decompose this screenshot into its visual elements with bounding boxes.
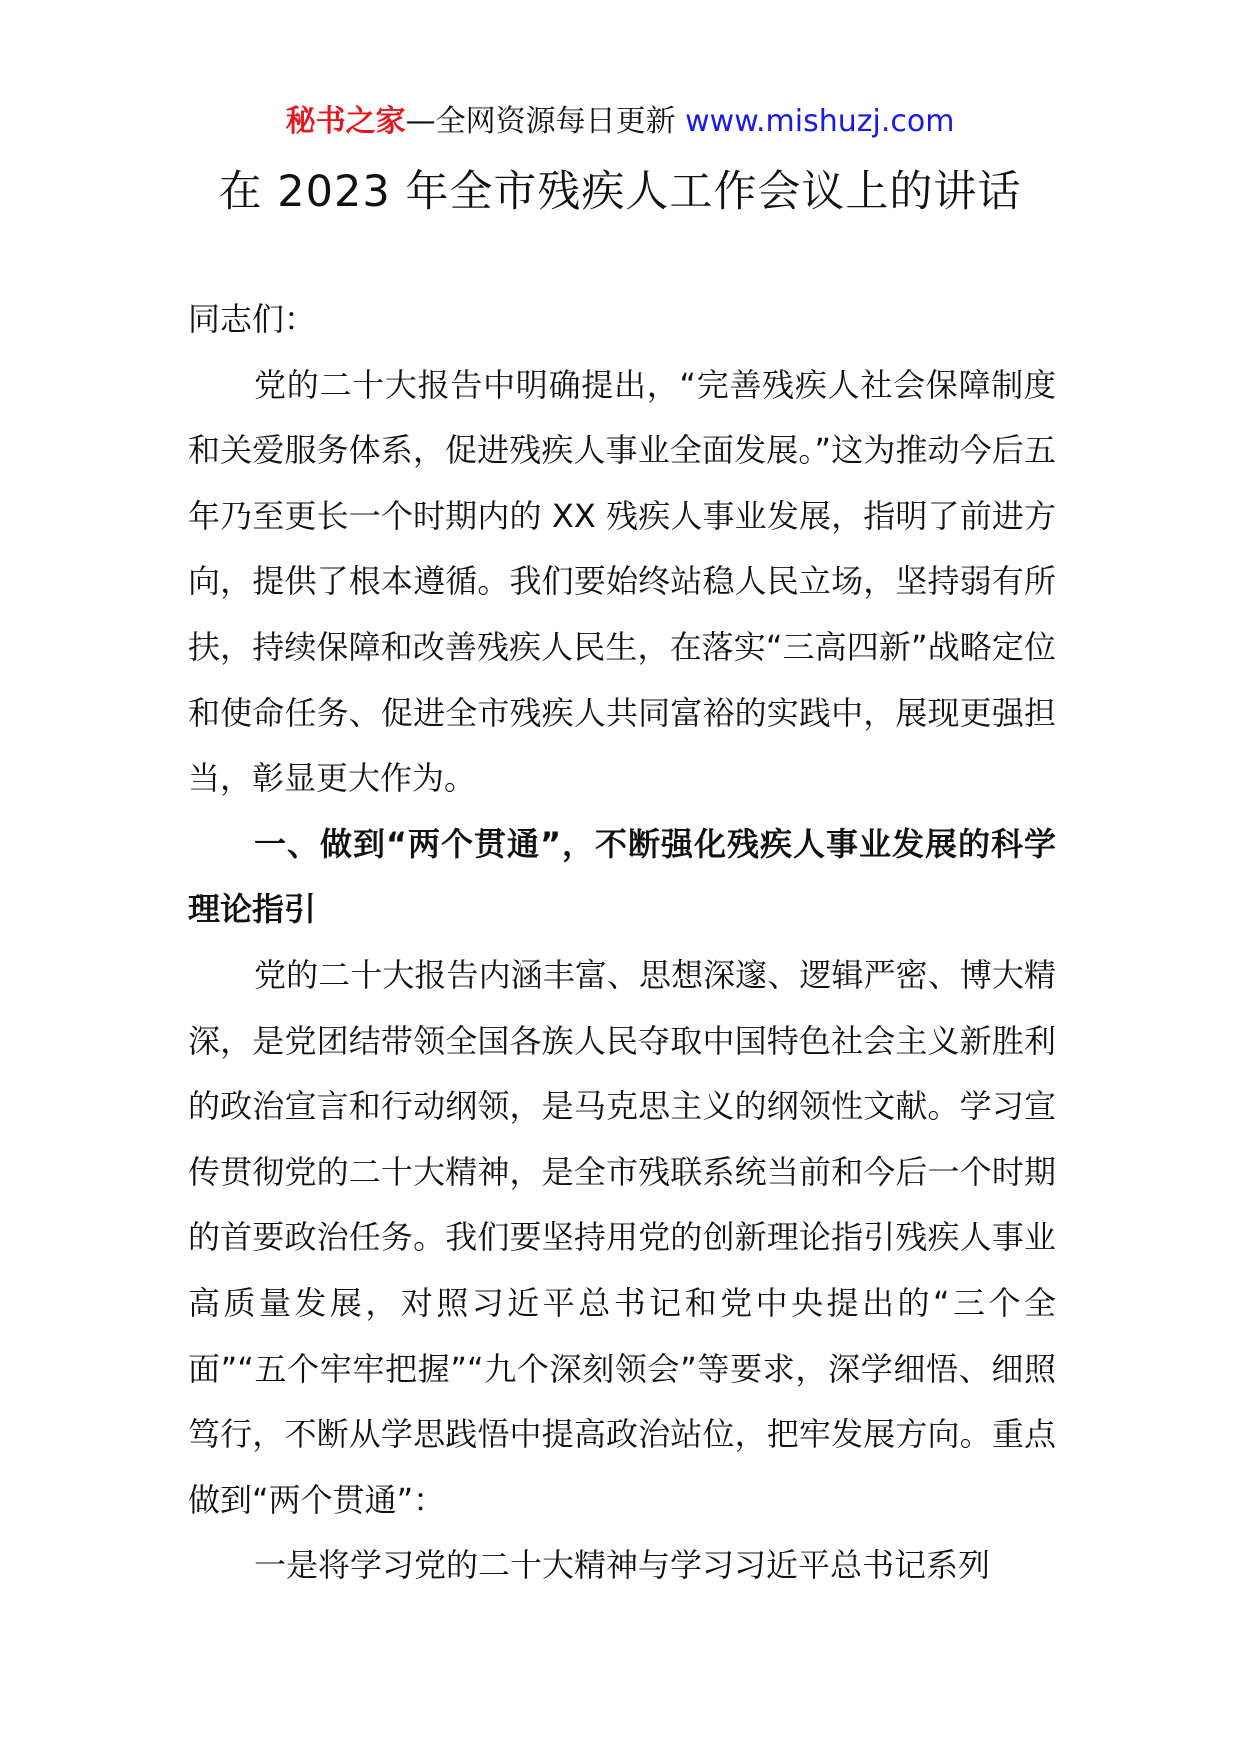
paragraph-intro: 党的二十大报告中明确提出，“完善残疾人社会保障制度和关爱服务体系，促进残疾人事业全面发展。”这为推动今后五年乃至更长一个时期内的 XX 残疾人事业发展，指明了前进方向，提供了根本遵循。我们要始终站稳人民立场，坚持弱有所扶，持续保障和改善残疾人民生，在落实“三高四新”战略定位和使命任务、促进全市残疾人共同富裕的实践中，展现更强担当，彰显更大作为。 — [188, 365, 1056, 798]
document-body — [188, 287, 1056, 1599]
watermark-header — [0, 100, 1240, 144]
paragraph-section-1: 党的二十大报告内涵丰富、思想深邃、逻辑严密、博大精深，是党团结带领全国各族人民夺取中国特色社会主义新胜利的政治宣言和行动纲领，是马克思主义的纲领性文献。学习宣传贯彻党的二十大精神，是全市残联系统当前和今后一个时期的首要政治任务。我们要坚持用党的创新理论指引残疾人事业高质量发展，对照习近平总书记和党中央提出的“三个全面”“五个牢牢把握”“九个深刻领会”等要求，深学细悟、细照笃行，不断从学思践悟中提高政治站位，把牢发展方向。重点做到“两个贯通”： — [188, 955, 1056, 1519]
header-tagline: —全网资源每日更新 — [405, 104, 686, 139]
paragraph-point-1: 一是将学习党的二十大精神与学习习近平总书记系列 — [254, 1546, 991, 1585]
document-title: 在 2023 年全市残疾人工作会议上的讲话 — [218, 167, 1022, 217]
brand-name: 秘书之家 — [285, 104, 406, 139]
section-heading-1: 一、做到“两个贯通”，不断强化残疾人事业发展的科学理论指引 — [188, 824, 1056, 929]
header-url-link[interactable]: www.mishuzj.com — [685, 104, 955, 139]
salutation: 同志们： — [188, 300, 317, 338]
